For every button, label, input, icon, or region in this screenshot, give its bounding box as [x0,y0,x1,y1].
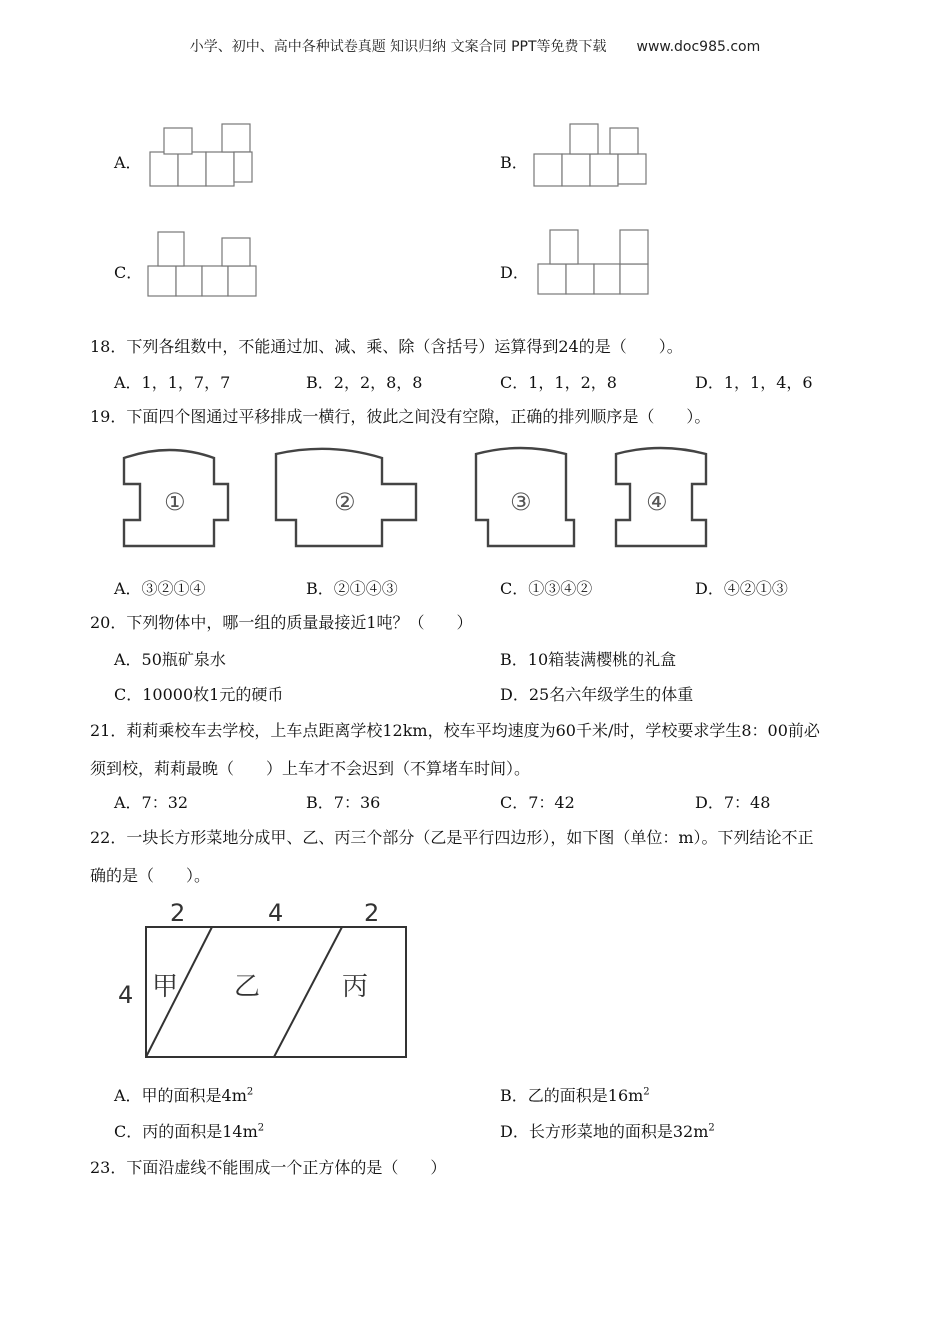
q22-option-a-text: A．甲的面积是4m [114,1086,247,1105]
q22-option-c[interactable] [114,1119,264,1142]
q22-option-a[interactable] [114,1083,253,1106]
q19-option-c[interactable]: C．①③④② [500,579,593,598]
q17-option-d-figure [536,226,658,298]
header-text: 小学、初中、高中各种试卷真题 知识归纳 文案合同 PPT等免费下载 [189,39,607,55]
region-jia: 甲 [152,972,179,1002]
q19-stem: 19．下面四个图通过平移排成一横行，彼此之间没有空隙，正确的排列顺序是（ ）。 [90,407,711,426]
shape-4-label: ④ [646,488,668,516]
shape-1-label: ① [164,488,186,516]
q22-option-a-sup: 2 [246,1086,254,1098]
q21-stem-line2: 须到校，莉莉最晚（ ）上车才不会迟到（不算堵车时间）。 [90,759,531,778]
q20-option-a[interactable]: A．50瓶矿泉水 [114,650,226,669]
q22-garden-figure [110,895,420,1065]
header-url: www.doc985.com [636,39,761,55]
q22-stem-line1: 22．一块长方形菜地分成甲、乙、丙三个部分（乙是平行四边形），如下图（单位：m）。下列结论不正 [90,828,814,847]
q22-option-d-sup: 2 [708,1122,715,1134]
q17-option-d-label[interactable]: D． [500,263,529,282]
q18-stem: 18．下列各组数中，不能通过加、减、乘、除（含括号）运算得到24的是（ ）。 [90,337,683,356]
q17-option-b-label[interactable]: B． [500,153,528,172]
dim-side: 4 [118,981,134,1009]
region-yi: 乙 [234,972,261,1002]
q18-option-a[interactable]: A．1，1，7，7 [114,373,231,392]
q19-option-a[interactable]: A．③②①④ [114,579,206,598]
q21-option-c[interactable]: C．7：42 [500,793,575,812]
q19-shapes-figure [110,444,720,556]
q19-option-b[interactable]: B．②①④③ [306,579,398,598]
q17-option-a-figure [146,118,261,190]
q22-option-c-text: C．丙的面积是14m [114,1122,258,1141]
shape-2-label: ② [334,488,356,516]
dim-top-2: 4 [268,899,284,927]
q22-option-b[interactable] [500,1083,650,1106]
q20-option-b[interactable]: B．10箱装满樱桃的礼盒 [500,650,677,669]
q18-option-d[interactable]: D．1，1，4，6 [695,373,813,392]
q22-stem-line2: 确的是（ ）。 [90,866,211,885]
q21-option-b[interactable]: B．7：36 [306,793,381,812]
q18-option-c[interactable]: C．1，1，2，8 [500,373,617,392]
q17-option-a-label[interactable]: A． [114,153,142,172]
q17-option-c-label[interactable]: C． [114,263,143,282]
region-bing: 丙 [342,972,369,1002]
q23-stem: 23．下面沿虚线不能围成一个正方体的是（ ） [90,1158,447,1177]
q21-option-d[interactable]: D．7：48 [695,793,771,812]
q18-option-b[interactable]: B．2，2，8，8 [306,373,423,392]
q20-stem: 20．下列物体中，哪一组的质量最接近1吨？（ ） [90,613,473,632]
q17-option-b-figure [530,118,650,190]
dim-top-3: 2 [364,899,380,927]
dim-top-1: 2 [170,899,186,927]
q20-option-c[interactable]: C．10000枚1元的硬币 [114,685,284,704]
q22-option-d[interactable] [500,1119,715,1142]
q17-option-c-figure [146,228,264,300]
q21-stem-line1: 21．莉莉乘校车去学校，上车点距离学校12km，校车平均速度为60千米/时，学校要求学生8：00前必 [90,721,820,740]
q22-option-b-text: B．乙的面积是16m [500,1086,644,1105]
shape-3-label: ③ [510,488,532,516]
q22-option-d-text: D．长方形菜地的面积是32m [500,1122,709,1141]
q22-option-b-sup: 2 [643,1086,650,1098]
q20-option-d[interactable]: D．25名六年级学生的体重 [500,685,694,704]
q22-option-c-sup: 2 [257,1122,265,1134]
q21-option-a[interactable]: A．7：32 [114,793,189,812]
q19-option-d[interactable]: D．④②①③ [695,579,788,598]
page-header [0,36,950,56]
